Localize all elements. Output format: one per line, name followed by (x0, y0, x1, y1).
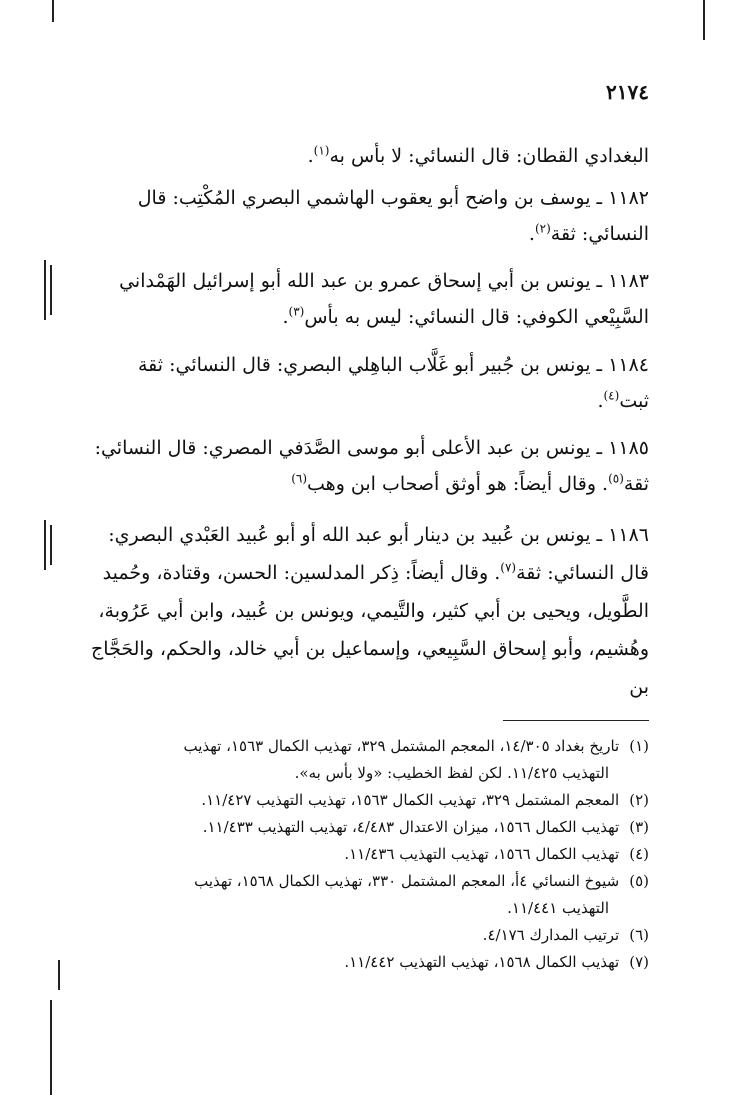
footnote-text: المعجم المشتمل ٣٢٩، تهذيب الكمال ١٥٦٣، تهذيب التهذيب ١١/٤٢٧. (201, 791, 620, 809)
footnote-text-cont: التهذيب ١١/٤٢٥. لكن لفظ الخطيب: «ولا بأس به». (294, 764, 609, 782)
footnote-ref: (٦) (291, 471, 308, 486)
footnote-ref: (٤) (603, 388, 620, 403)
footnote-label: (٥) (629, 872, 649, 890)
footnote-ref: (٧) (500, 560, 517, 575)
scan-mark (44, 520, 46, 570)
scan-mark (50, 525, 52, 565)
scan-mark (703, 0, 705, 40)
footnote-ref: (٣) (288, 304, 305, 319)
footnote-separator (503, 720, 649, 721)
footnote-7 (84, 949, 649, 976)
footnote-text: تاريخ بغداد ١٤/٣٠٥، المعجم المشتمل ٣٢٩، تهذيب الكمال ١٥٦٣، تهذيب (183, 737, 620, 755)
footnote-2 (84, 787, 649, 814)
footnote-label: (٦) (629, 926, 649, 944)
intro-text: البغدادي القطان: قال النسائي: لا بأس به (329, 145, 649, 167)
footnote-text: ترتيب المدارك ٤/١٧٦. (482, 926, 620, 944)
footnote-label: (٣) (629, 818, 649, 836)
footnote-text-cont: التهذيب ١١/٤٤١. (507, 899, 609, 917)
scan-mark (52, 0, 54, 22)
entry-number: ١١٨٤ (608, 354, 649, 376)
footnote-6 (84, 922, 649, 949)
scan-mark (58, 960, 60, 990)
footnote-label: (٢) (629, 791, 649, 809)
entry-text-tail: . (282, 306, 289, 328)
entry-number: ١١٨٦ (608, 524, 649, 546)
entry-text: يوسف بن واضح أبو يعقوب الهاشمي البصري المُكْتِب: قال النسائي: ثقة (137, 187, 649, 245)
entry-text: يونس بن أبي إسحاق عمرو بن عبد الله أبو إسرائيل الهَمْداني السَّبِيْعي الكوفي: قال النسائي: ليس به بأس (119, 270, 649, 328)
footnote-ref: (٢) (534, 221, 551, 236)
scan-mark (50, 265, 52, 315)
footnote-3 (84, 814, 649, 841)
footnote-ref: (١) (313, 143, 330, 158)
footnote-text: شيوخ النسائي ٤أ، المعجم المشتمل ٣٣٠، تهذيب الكمال ١٥٦٨، تهذيب (194, 872, 620, 890)
footnote-label: (٧) (629, 953, 649, 971)
entry-1182: ١١٨٢ ـ يوسف بن واضح أبو يعقوب الهاشمي البصري المُكْتِب: قال النسائي: ثقة$^{(٢)}$. (137, 187, 649, 245)
footnote-text: تهذيب الكمال ١٥٦٦، تهذيب التهذيب ١١/٤٣٦. (344, 845, 620, 863)
scan-mark (44, 260, 46, 320)
footnote-text: تهذيب الكمال ١٥٦٨، تهذيب التهذيب ١١/٤٤٢. (344, 953, 620, 971)
entry-1185: ١١٨٥ ـ يونس بن عبد الأعلى أبو موسى الصَّدَفي المصري: قال النسائي: ثقة$^{(٥)}$. وقال أيضاً: هو أوثق أصحاب ابن وهب$^{(٦)}$ (94, 437, 649, 495)
intro-tail: . (307, 145, 314, 167)
entry-number: ١١٨٣ (608, 270, 649, 292)
footnote-ref: (٥) (608, 471, 624, 486)
footnotes (84, 733, 649, 976)
footnote-4 (84, 841, 649, 868)
entry-text: يونس بن عُبيد بن دينار أبو عبد الله أو أبو عُبيد العَبْدي البصري: قال النسائي: ثقة (108, 524, 649, 584)
entry-text: يونس بن عبد الأعلى أبو موسى الصَّدَفي المصري: قال النسائي: ثقة (94, 437, 649, 495)
footnote-label: (٤) (629, 845, 649, 863)
scan-mark (50, 1000, 52, 1095)
entry-text-tail: . وقال أيضاً: هو أوثق أصحاب ابن وهب (307, 473, 609, 495)
footnote-label: (١) (629, 737, 649, 755)
entry-1184: ١١٨٤ ـ يونس بن جُبير أبو غَلَّاب الباهِلي البصري: قال النسائي: ثقة ثبت$^{(٤)}$. (137, 354, 649, 412)
footnote-5 (84, 868, 649, 922)
entry-number: ١١٨٥ (608, 437, 649, 459)
footnote-1 (84, 733, 649, 787)
entry-text-tail: . وقال أيضاً: ذِكر المدلسين: الحسن، وقتادة، وحُميد الطَّويل، ويحيى بن أبي كثير، والتَّيمي، ويونس بن عُبيد، وابن أبي عَرُوبة، وهُشيم، وأبو إسحاق السَّبِيعي، وإسماعيل بن أبي خالد، والحكم، والحَجَّاج بن (91, 562, 649, 698)
entry-text-tail: . (528, 223, 535, 245)
page-number: ٢١٧٤ (606, 80, 649, 104)
entry-1183: ١١٨٣ ـ يونس بن أبي إسحاق عمرو بن عبد الله أبو إسرائيل الهَمْداني السَّبِيْعي الكوفي: قال النسائي: ليس به بأس$^{(٣)}$. (119, 270, 649, 328)
entry-number: ١١٨٢ (608, 187, 649, 209)
footnote-text: تهذيب الكمال ١٥٦٦، ميزان الاعتدال ٤/٤٨٣، تهذيب التهذيب ١١/٤٣٣. (202, 818, 620, 836)
intro-paragraph (89, 138, 649, 174)
entry-text-tail: . (597, 390, 604, 412)
entry-1186: ١١٨٦ ـ يونس بن عُبيد بن دينار أبو عبد الله أو أبو عُبيد العَبْدي البصري: قال النسائي: ثقة$^{(٧)}$. وقال أيضاً: ذِكر المدلسين: الحسن، وقتادة، وحُميد الطَّويل، ويحيى بن أبي كثير، والتَّيمي، ويونس بن عُبيد، وابن أبي عَرُوبة، وهُشيم، وأبو إسحاق السَّبِيعي، وإسماعيل بن أبي خالد، والحكم، والحَجَّاج بن (91, 524, 649, 698)
entry-text: يونس بن جُبير أبو غَلَّاب الباهِلي البصري: قال النسائي: ثقة ثبت (137, 354, 649, 412)
